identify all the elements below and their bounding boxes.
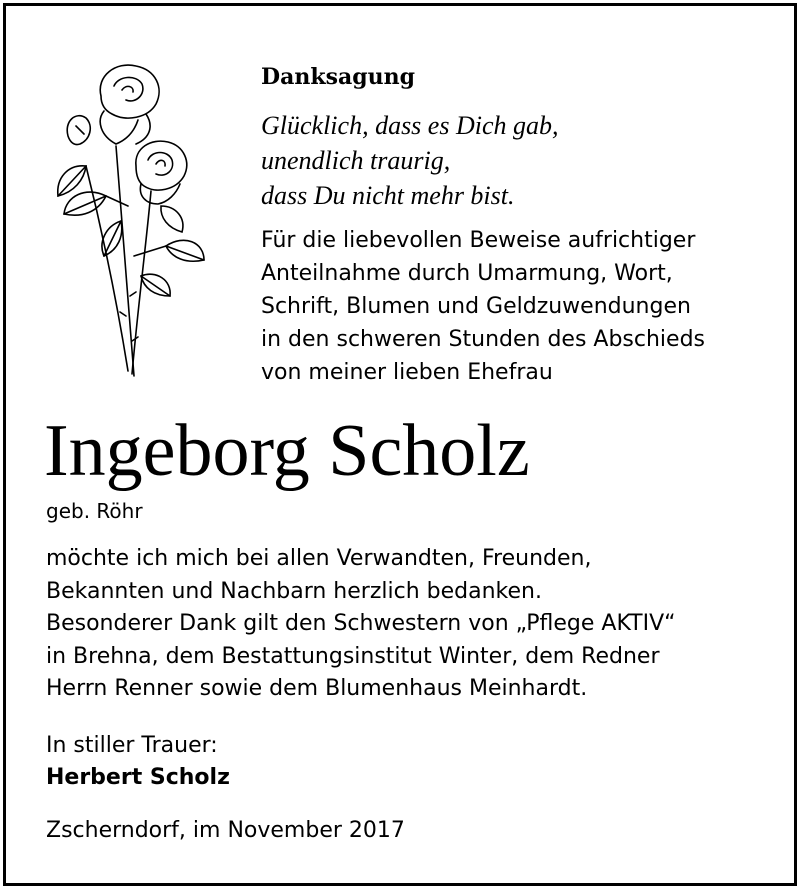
body-line: Bekannten und Nachbarn herzlich bedanken. [46,578,542,604]
body-line: in Brehna, dem Bestattungsinstitut Winter, dem Redner [46,643,660,669]
obituary-notice [3,3,797,886]
body-line: möchte ich mich bei allen Verwandten, Freunden, [46,546,592,571]
body-line: Besonderer Dank gilt den Schwestern von „Pflege AKTIV“ [46,611,676,636]
verse [261,108,559,213]
notice-heading: Danksagung [261,64,415,90]
signature-label: In stiller Trauer: [46,733,218,758]
deceased-name: Ingeborg Scholz [44,410,530,492]
maiden-name: geb. Röhr [46,499,143,523]
thanks-text [46,543,676,706]
signature-name: Herbert Scholz [46,765,230,790]
body-line: Herrn Renner sowie dem Blumenhaus Meinhardt. [46,676,588,701]
verse-line: unendlich traurig, [261,146,451,175]
intro-text [261,224,705,389]
intro-line: Schrift, Blumen und Geldzuwendungen [261,294,691,319]
intro-line: Für die liebevollen Beweise aufrichtiger [261,228,696,253]
intro-line: Anteilnahme durch Umarmung, Wort, [261,261,673,286]
place-date: Zscherndorf, im November 2017 [46,818,405,843]
rose-illustration-icon [46,56,206,386]
verse-line: dass Du nicht mehr bist. [261,181,515,210]
verse-line: Glücklich, dass es Dich gab, [261,111,559,140]
intro-line: von meiner lieben Ehefrau [261,360,553,385]
intro-line: in den schweren Stunden des Abschieds [261,327,706,352]
